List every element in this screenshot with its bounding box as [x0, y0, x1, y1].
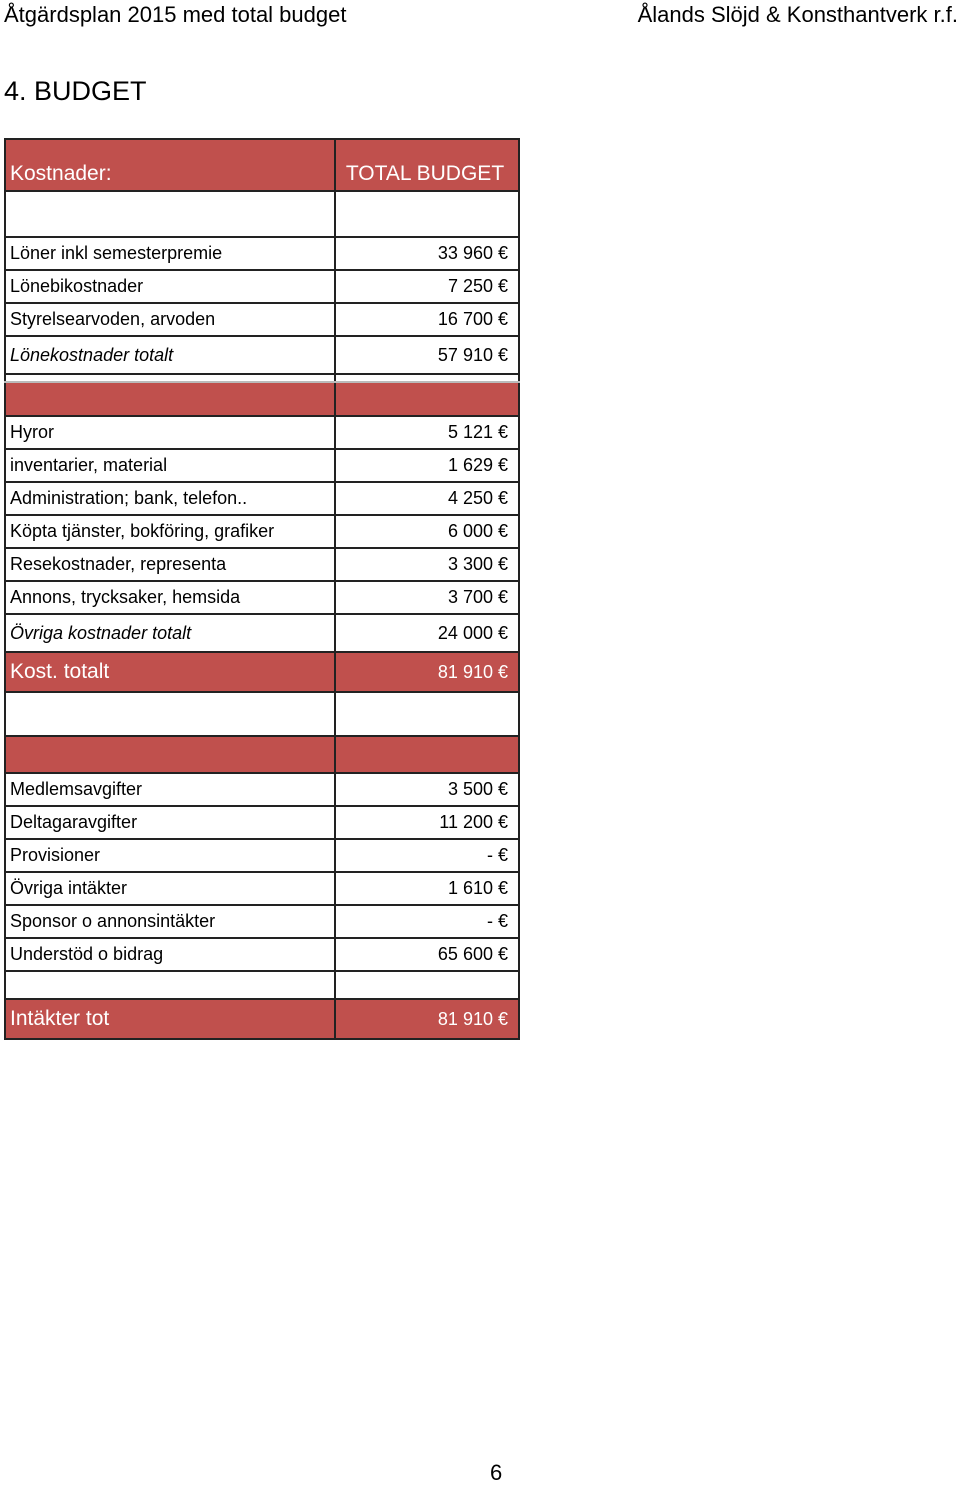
table-row — [5, 270, 519, 303]
row-label-cell: Intäkter tot — [5, 999, 335, 1039]
document-header-title: Åtgärdsplan 2015 med total budget — [4, 2, 347, 27]
row-label-cell: Styrelsearvoden, arvoden — [5, 303, 335, 336]
blank-row — [5, 191, 519, 237]
table-row — [5, 839, 519, 872]
table-row — [5, 773, 519, 806]
row-value-cell: 65 600 € — [335, 938, 519, 971]
total-budget-header: TOTAL BUDGET — [335, 139, 519, 191]
blank-row — [5, 692, 519, 736]
row-label-cell: Administration; bank, telefon.. — [5, 482, 335, 515]
row-label-cell — [5, 382, 335, 416]
row-value-cell: 81 910 € — [335, 652, 519, 692]
row-label-cell: Provisioner — [5, 839, 335, 872]
row-label-cell: Övriga intäkter — [5, 872, 335, 905]
row-value-cell: 81 910 € — [335, 999, 519, 1039]
spacer-row — [5, 374, 519, 382]
table-row — [5, 303, 519, 336]
row-value-cell — [335, 191, 519, 237]
table-row — [5, 237, 519, 270]
table-row — [5, 872, 519, 905]
row-value-cell — [335, 382, 519, 416]
row-value-cell: - € — [335, 839, 519, 872]
table-header-row — [5, 139, 519, 191]
row-label-cell: Sponsor o annonsintäkter — [5, 905, 335, 938]
table-row — [5, 515, 519, 548]
row-value-cell: 7 250 € — [335, 270, 519, 303]
income-total-row — [5, 999, 519, 1039]
row-value-cell — [335, 736, 519, 773]
row-label-cell: inventarier, material — [5, 449, 335, 482]
row-value-cell: 4 250 € — [335, 482, 519, 515]
row-value-cell: 1 610 € — [335, 872, 519, 905]
budget-table — [4, 138, 520, 1040]
row-value-cell — [335, 374, 519, 382]
row-value-cell — [335, 971, 519, 999]
row-label-cell — [5, 692, 335, 736]
document-header-organization: Ålands Slöjd & Konsthantverk r.f. — [637, 2, 958, 27]
section-band — [5, 736, 519, 773]
table-row — [5, 806, 519, 839]
row-value-cell: 33 960 € — [335, 237, 519, 270]
table-row — [5, 449, 519, 482]
row-value-cell: 5 121 € — [335, 416, 519, 449]
row-label-cell — [5, 374, 335, 382]
row-label-cell: Deltagaravgifter — [5, 806, 335, 839]
row-label-cell — [5, 191, 335, 237]
table-row — [5, 938, 519, 971]
row-label-cell — [5, 971, 335, 999]
cost-total-row — [5, 652, 519, 692]
row-label-cell: Kost. totalt — [5, 652, 335, 692]
row-value-cell: 3 300 € — [335, 548, 519, 581]
row-label-cell — [5, 736, 335, 773]
table-row — [5, 581, 519, 614]
row-label-cell: Övriga kostnader totalt — [5, 614, 335, 652]
row-value-cell: - € — [335, 905, 519, 938]
section-heading: 4. BUDGET — [4, 76, 147, 106]
row-value-cell: 16 700 € — [335, 303, 519, 336]
table-row — [5, 548, 519, 581]
row-label-cell: Annons, trycksaker, hemsida — [5, 581, 335, 614]
row-value-cell — [335, 692, 519, 736]
row-label-cell: Hyror — [5, 416, 335, 449]
blank-row — [5, 971, 519, 999]
row-label-cell: Medlemsavgifter — [5, 773, 335, 806]
row-value-cell: 6 000 € — [335, 515, 519, 548]
row-value-cell: 1 629 € — [335, 449, 519, 482]
row-value-cell: 57 910 € — [335, 336, 519, 374]
table-row — [5, 416, 519, 449]
row-label-cell: Lönekostnader totalt — [5, 336, 335, 374]
page-number: 6 — [490, 1460, 503, 1485]
costs-header-label: Kostnader: — [5, 139, 335, 191]
table-row — [5, 905, 519, 938]
row-label-cell: Resekostnader, representa — [5, 548, 335, 581]
row-label-cell: Löner inkl semesterpremie — [5, 237, 335, 270]
row-label-cell: Köpta tjänster, bokföring, grafiker — [5, 515, 335, 548]
table-row — [5, 482, 519, 515]
other-total-row — [5, 614, 519, 652]
row-label-cell: Lönebikostnader — [5, 270, 335, 303]
row-value-cell: 3 500 € — [335, 773, 519, 806]
row-label-cell: Understöd o bidrag — [5, 938, 335, 971]
row-value-cell: 24 000 € — [335, 614, 519, 652]
row-value-cell: 11 200 € — [335, 806, 519, 839]
salary-total-row — [5, 336, 519, 374]
row-value-cell: 3 700 € — [335, 581, 519, 614]
section-band — [5, 382, 519, 416]
